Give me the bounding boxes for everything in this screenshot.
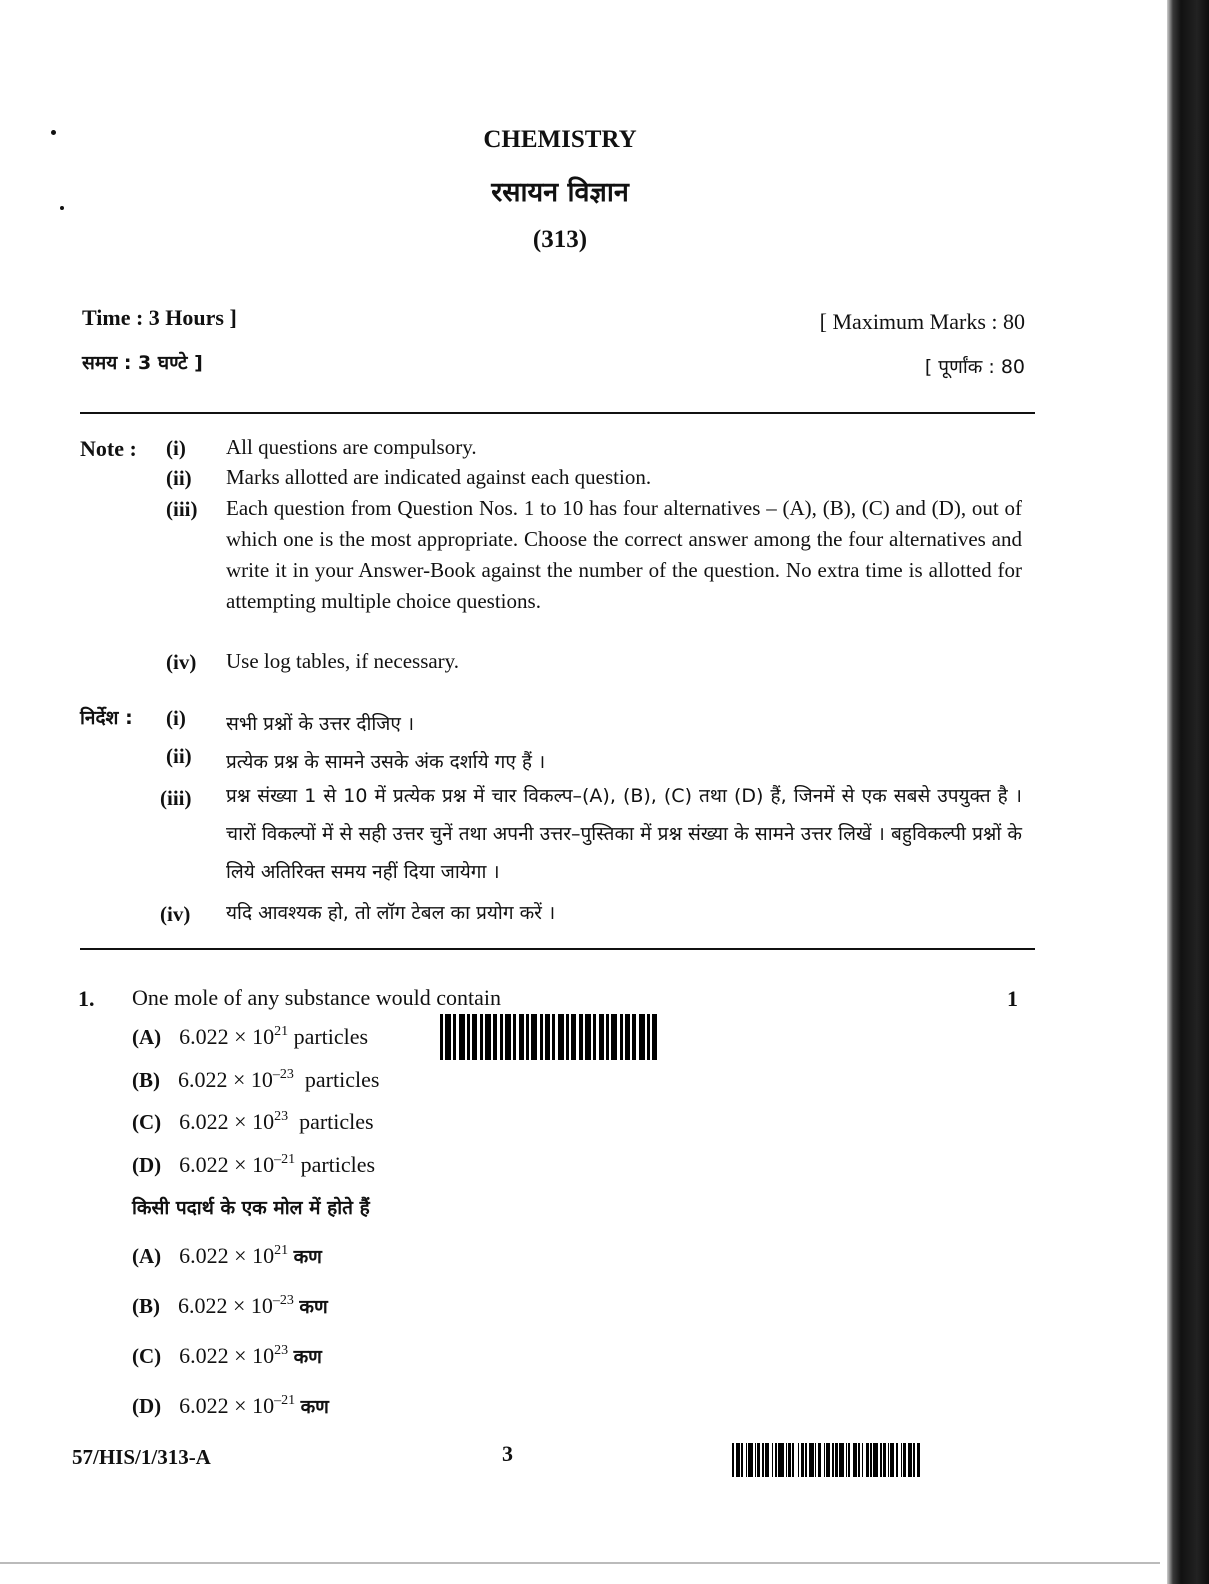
note-item: Each question from Question Nos. 1 to 10 has four alternatives – (A), (B), (C) and (D), out of which one is the most appropriate. Choose the correct answer among the four alternatives and write it in your Answer-Book against the number of the question. No extra time is allotted for attempting multiple choice questions. (226, 496, 1022, 613)
option-letter: (B) (132, 1294, 160, 1318)
question-marks: 1 (1007, 986, 1018, 1011)
barcode-bar (920, 1443, 921, 1477)
subject-title: CHEMISTRY (483, 126, 637, 153)
option-row (132, 1067, 379, 1093)
option-letter: (C) (132, 1110, 162, 1134)
note-item-hindi: सभी प्रश्नों के उत्तर दीजिए । (226, 713, 415, 735)
scan-edge-shadow (1167, 0, 1209, 1584)
note-num: (ii) (166, 744, 192, 768)
option-row-hindi (132, 1343, 322, 1369)
option-row-hindi (132, 1293, 328, 1319)
subject-code: (313) (532, 226, 588, 253)
time-label-hindi: समय : 3 घण्टे ] (82, 352, 203, 374)
note-num: (iv) (166, 650, 197, 674)
note-label-hindi: निर्देश : (80, 707, 133, 729)
question-barcode (440, 1014, 685, 1060)
question-number: 1. (78, 986, 95, 1011)
note-item: Marks allotted are indicated against each question. (226, 465, 652, 489)
note-label: Note : (80, 436, 137, 461)
note-item: All questions are compulsory. (226, 435, 477, 459)
bottom-scan-line (0, 1562, 1160, 1564)
question-text-hindi: किसी पदार्थ के एक मोल में होते हैं (132, 1197, 370, 1219)
note-num: (i) (166, 706, 186, 730)
divider (80, 948, 1035, 950)
page-number: 3 (502, 1441, 513, 1466)
option-row (132, 1152, 375, 1178)
option-row (132, 1109, 374, 1135)
option-row-hindi (132, 1243, 322, 1269)
paper-code: 57/HIS/1/313-A (72, 1445, 211, 1469)
option-value: $6.022 \times 10^{21}$ कण (179, 1243, 322, 1268)
option-value: $6.022 \times 10^{-23}$ particles (178, 1067, 380, 1092)
option-letter: (D) (132, 1394, 162, 1418)
option-row (132, 1024, 368, 1050)
option-letter: (A) (132, 1244, 162, 1268)
option-value: $6.022 \times 10^{21}$ particles (179, 1024, 369, 1049)
barcode-bar (652, 1014, 657, 1060)
option-row-hindi (132, 1393, 329, 1419)
option-letter: (D) (132, 1153, 162, 1177)
option-value: $6.022 \times 10^{23}$ कण (179, 1343, 322, 1368)
option-value: $6.022 \times 10^{-21}$ particles (179, 1152, 376, 1177)
divider (80, 412, 1035, 414)
note-item-hindi: प्रश्न संख्या 1 से 10 में प्रत्येक प्रश्न में चार विकल्प–(A), (B), (C) तथा (D) हैं, जिनमें से एक सबसे उपयुक्त है । चारों विकल्पों में से सही उत्तर चुनें तथा अपनी उत्तर–पुस्तिका में प्रश्न संख्या के सामने उत्तर लिखें । बहुविकल्पी प्रश्नों के लिये अतिरिक्त समय नहीं दिया जायेगा । (226, 785, 1022, 883)
footer-barcode (732, 1443, 1022, 1477)
note-num: (iii) (166, 497, 198, 521)
subject-title-hindi: रसायन विज्ञान (491, 177, 629, 208)
note-num: (i) (166, 436, 186, 460)
max-marks-label-hindi: [ पूर्णांक : 80 (924, 356, 1025, 378)
note-num: (ii) (166, 466, 192, 490)
option-value: $6.022 \times 10^{-23}$ कण (178, 1293, 328, 1318)
question-text: One mole of any substance would contain (132, 985, 502, 1010)
option-value: $6.022 \times 10^{-21}$ कण (179, 1393, 329, 1418)
note-item: Use log tables, if necessary. (226, 649, 460, 673)
option-letter: (B) (132, 1068, 160, 1092)
note-item-hindi: यदि आवश्यक हो, तो लॉग टेबल का प्रयोग करें । (226, 902, 556, 924)
option-letter: (A) (132, 1025, 162, 1049)
time-label: Time : 3 Hours ] (82, 305, 237, 330)
max-marks-label: [ Maximum Marks : 80 (819, 309, 1025, 334)
note-item-hindi: प्रत्येक प्रश्न के सामने उसके अंक दर्शाये गए हैं । (226, 751, 546, 773)
option-letter: (C) (132, 1344, 162, 1368)
note-num: (iii) (160, 786, 192, 810)
option-value: $6.022 \times 10^{23}$ particles (179, 1109, 374, 1134)
note-num: (iv) (160, 902, 191, 926)
